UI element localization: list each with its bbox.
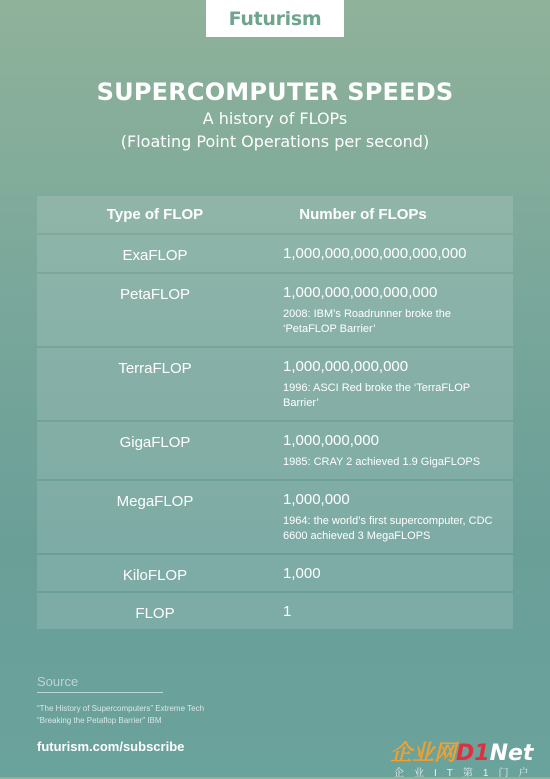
- row-value: 1: [283, 603, 292, 620]
- table-row: [37, 422, 513, 479]
- subtitle-line-1: A history of FLOPs: [202, 109, 348, 128]
- row-value: 1,000: [283, 565, 321, 582]
- source-label: Source: [37, 674, 79, 689]
- table-row: [37, 481, 513, 553]
- subtitle-line-2: (Floating Point Operations per second): [120, 132, 430, 151]
- d1net-watermark: [390, 736, 533, 767]
- header-number: Number of FLOPs: [299, 206, 427, 223]
- table-row: [37, 235, 513, 272]
- row-type: PetaFLOP: [119, 286, 191, 303]
- watermark-net: Net: [489, 741, 534, 766]
- table-row: [37, 593, 513, 629]
- table-row: [37, 348, 513, 420]
- flops-table: [37, 196, 513, 631]
- source-item: “Breaking the Petaflop Barrier” IBM: [37, 716, 162, 725]
- row-note: 1964: the world’s first supercomputer, CDC 6600 achieved 3 MegaFLOPS: [283, 515, 493, 542]
- watermark-d1: D1: [456, 741, 490, 766]
- row-type: KiloFLOP: [122, 567, 188, 584]
- row-value: 1,000,000: [283, 491, 350, 508]
- row-value: 1,000,000,000,000,000,000: [283, 245, 467, 262]
- row-note: 2008: IBM’s Roadrunner broke the ‘PetaFLOP Barrier’: [283, 308, 451, 335]
- subscribe-link[interactable]: futurism.com/subscribe: [37, 739, 185, 754]
- futurism-logo: [206, 0, 344, 37]
- row-type: TerraFLOP: [118, 360, 192, 377]
- watermark-cn: 企业网: [390, 741, 457, 766]
- row-type: GigaFLOP: [119, 434, 191, 451]
- logo-text: Futurism: [228, 7, 322, 30]
- row-note: 1996: ASCI Red broke the ‘TerraFLOP Barrier’: [283, 382, 470, 409]
- watermark-subtitle: 企业IT第1门户: [394, 768, 539, 779]
- table-row: [37, 555, 513, 591]
- table-header-row: [37, 196, 513, 233]
- page-title: SUPERCOMPUTER SPEEDS: [96, 78, 454, 106]
- row-type: ExaFLOP: [122, 247, 188, 264]
- row-value: 1,000,000,000,000: [283, 358, 409, 375]
- row-value: 1,000,000,000: [283, 432, 379, 449]
- row-note: 1985: CRAY 2 achieved 1.9 GigaFLOPS: [283, 456, 481, 468]
- source-divider: [37, 692, 163, 693]
- source-item: “The History of Supercomputers” Extreme Tech: [37, 704, 205, 713]
- header-type: Type of FLOP: [106, 206, 204, 223]
- row-type: MegaFLOP: [116, 493, 194, 510]
- row-value: 1,000,000,000,000,000: [283, 284, 438, 301]
- row-type: FLOP: [135, 605, 175, 622]
- table-row: [37, 274, 513, 346]
